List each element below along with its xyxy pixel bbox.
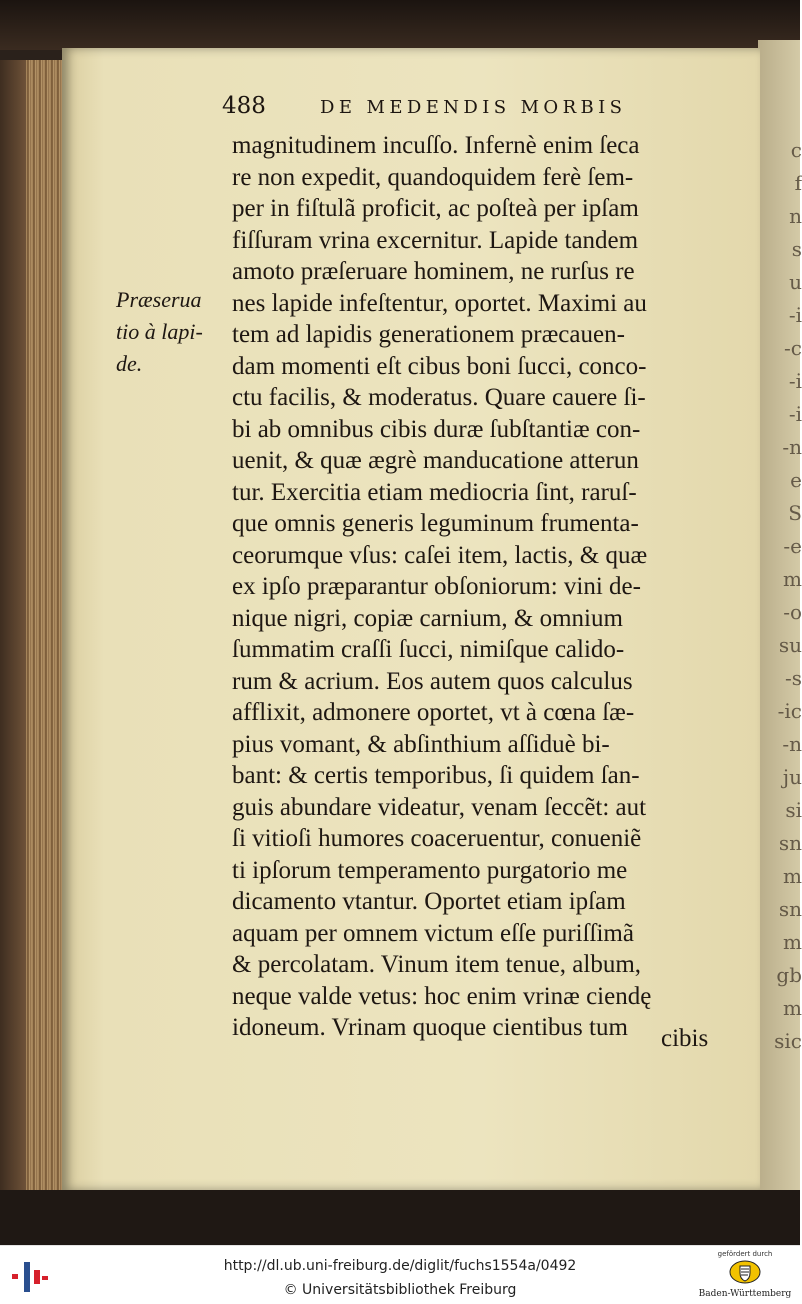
bleed-through-glyph: m — [783, 864, 802, 888]
bleed-through-glyph: -ic — [777, 699, 802, 723]
book-cover-edge — [0, 60, 26, 1190]
bleed-through-glyph: -o — [783, 600, 802, 624]
text-line: idoneum. Vrinam quoque cientibus tum — [232, 1014, 628, 1041]
copyright-notice: © Universitätsbibliothek Freiburg — [283, 1282, 517, 1298]
bleed-through-glyph: u — [789, 270, 802, 294]
text-line: ex ipſo præparantur obſoniorum: vini de- — [232, 573, 641, 600]
text-line: tem ad lapidis generationem præcauen- — [232, 321, 625, 348]
text-line: bi ab omnibus cibis duræ ſubſtantiæ con- — [232, 415, 641, 443]
body-text — [232, 130, 722, 1044]
bleed-through-glyph: n — [789, 204, 802, 228]
marginal-note-line: Præserua — [116, 287, 202, 312]
text-line: ſummatim craſſi ſucci, nimiſque calido- — [232, 636, 625, 663]
bleed-through-glyph: -s — [784, 666, 802, 690]
text-line: re non expedit, quandoquidem ferè ſem- — [232, 163, 634, 191]
sponsor-logo — [695, 1250, 795, 1302]
marginal-note — [116, 284, 236, 380]
bleed-through-glyph: si — [785, 798, 802, 822]
catchword: cibis — [661, 1025, 709, 1052]
bleed-through-glyph: m — [783, 930, 802, 954]
bleed-through-glyph: sn — [778, 831, 802, 855]
text-line: fiſſuram vrina excernitur. Lapide tandem — [232, 226, 639, 254]
bleed-through-glyph: sn — [778, 897, 802, 921]
text-line: per in fiſtulã proficit, ac poſteà per ipſam — [232, 195, 639, 222]
running-title: DE MEDENDIS MORBIS — [320, 97, 627, 118]
bleed-through-glyph: gb — [776, 963, 802, 987]
page-header — [222, 93, 682, 123]
bleed-through-glyph: -n — [782, 732, 802, 756]
text-line: uenit, & quæ ægrè manducatione atterun — [232, 447, 639, 474]
bleed-through-glyph: -i — [788, 402, 802, 426]
bleed-through-glyph: m — [783, 567, 802, 591]
text-line: nes lapide infeſtentur, oportet. Maximi au — [232, 289, 647, 317]
bleed-through-glyph: -c — [784, 336, 802, 360]
text-line: pius vomant, & abſinthium aſſiduè bi- — [232, 730, 610, 758]
sponsor-label: gefördert durch — [717, 1250, 773, 1258]
bleed-through-glyph: S — [788, 501, 802, 525]
scan-bottom-band — [0, 1190, 800, 1245]
text-line: que omnis generis leguminum frumenta- — [232, 510, 639, 537]
marginal-note-line: de. — [116, 351, 143, 376]
text-line: magnitudinem incuſſo. Infernè enim ſeca — [232, 132, 640, 159]
bleed-through-glyph: c — [790, 138, 802, 162]
text-line: rum & acrium. Eos autem quos calculus — [232, 667, 633, 695]
bleed-through-glyph: -i — [788, 369, 802, 393]
text-line: dam momenti eſt cibus boni ſucci, conco- — [232, 352, 647, 380]
text-line: nique nigri, copiæ carnium, & omnium — [232, 604, 623, 632]
text-line: ſi vitioſi humores coaceruentur, conueniẽ — [232, 825, 642, 852]
text-line: tur. Exercitia etiam mediocria ſint, raruſ- — [232, 478, 637, 506]
bleed-through-glyph: sic — [774, 1029, 802, 1053]
viewer-footer — [0, 1245, 800, 1304]
text-line: ti ipſorum temperamento purgatorio me — [232, 856, 628, 884]
page-number: 488 — [222, 93, 266, 119]
text-line: guis abundare videatur, venam ſeccẽt: aut — [232, 793, 647, 821]
bleed-through-glyph: f — [794, 171, 802, 195]
bleed-through-glyph: s — [791, 237, 802, 261]
text-line: ctu facilis, & moderatus. Quare cauere ſi- — [232, 384, 646, 411]
bleed-through-glyph: su — [778, 633, 802, 657]
bleed-through-glyph: e — [790, 468, 802, 492]
bleed-through-glyph: m — [783, 996, 802, 1020]
scan-top-band — [0, 0, 800, 50]
bleed-through-glyph: ju — [782, 765, 802, 789]
text-line: dicamento vtantur. Oportet etiam ipſam — [232, 888, 626, 915]
text-line: amoto præſeruare hominem, ne rurſus re — [232, 258, 635, 285]
bleed-through-glyph: -e — [783, 534, 802, 558]
permalink-url[interactable]: http://dl.ub.uni-freiburg.de/diglit/fuchs1554a/0492 — [223, 1258, 577, 1274]
text-line: ceorumque vſus: caſei item, lactis, & quæ — [232, 541, 648, 569]
text-line: neque valde vetus: hoc enim vrinæ ciendę — [232, 982, 652, 1010]
bleed-through-glyph: -i — [788, 303, 802, 327]
coat-of-arms-icon — [729, 1260, 761, 1284]
text-line: & percolatam. Vinum item tenue, album, — [232, 951, 642, 978]
text-line: bant: & certis temporibus, ſi quidem ſan- — [232, 762, 640, 789]
bleed-through-glyph: -n — [782, 435, 802, 459]
marginal-note-line: tio à lapi- — [116, 319, 203, 344]
facing-page-edge — [758, 40, 800, 1200]
sponsor-name: Baden-Württemberg — [698, 1289, 792, 1299]
text-line: aquam per omnem victum eſſe puriſſimã — [232, 919, 634, 947]
text-line: afflixit, admonere oportet, vt à cœna ſæ- — [232, 699, 635, 726]
